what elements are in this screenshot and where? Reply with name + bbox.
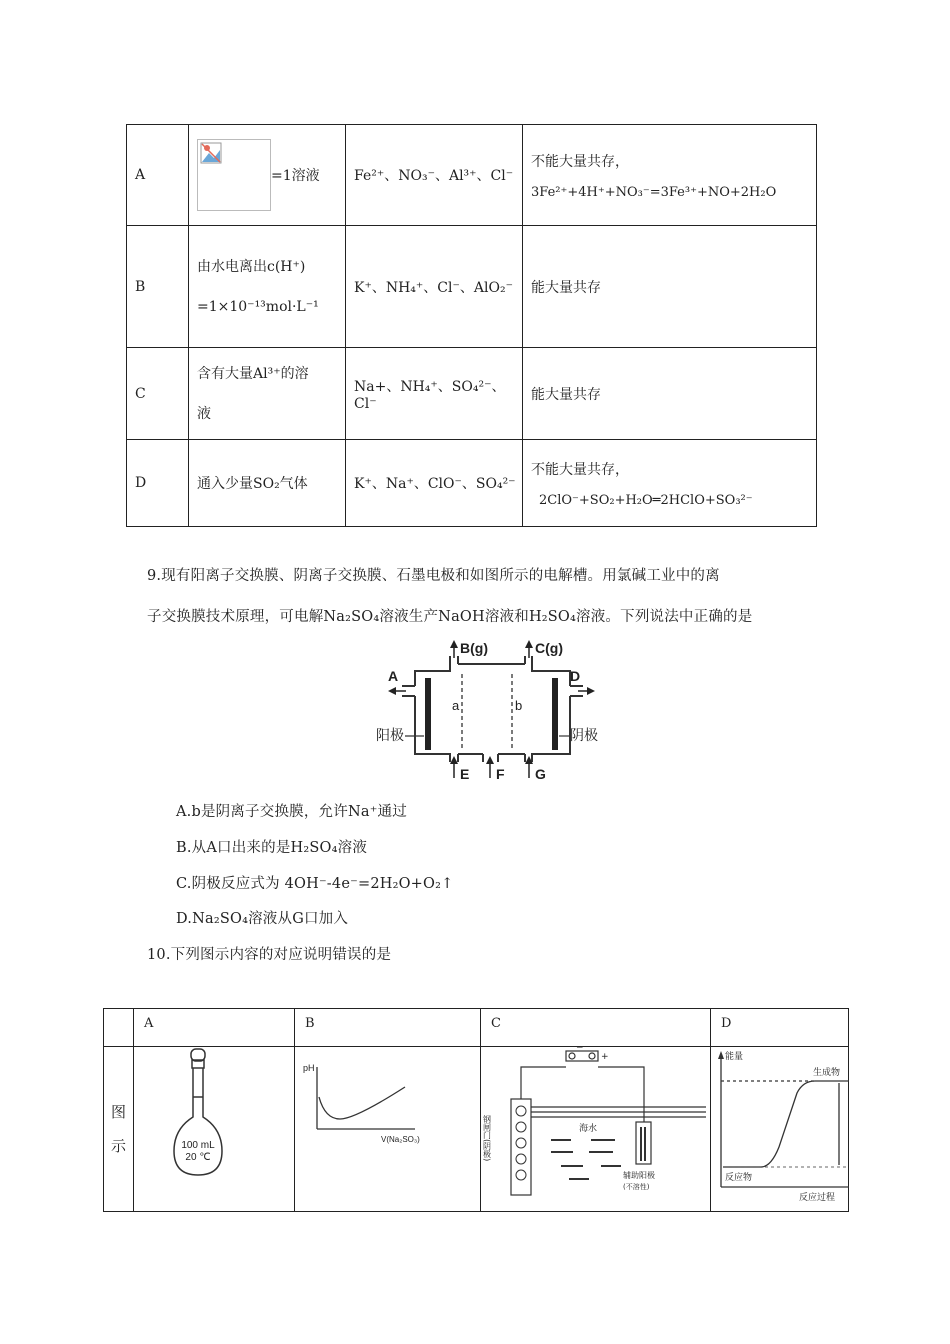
cathodic-protection-cell bbox=[481, 1043, 711, 1212]
diagram-label-G: G bbox=[535, 766, 546, 782]
conclusion-cell: 能大量共存 bbox=[523, 348, 817, 440]
seawater-label: 海水 bbox=[579, 1124, 598, 1134]
header-empty bbox=[104, 1009, 134, 1047]
equation-text: 2ClO⁻+SO₂+H₂O═2HClO+SO₃²⁻ bbox=[539, 492, 753, 508]
ions-cell: Fe²⁺、NO₃⁻、Al³⁺、Cl⁻ bbox=[346, 125, 523, 226]
condition-text: 液 bbox=[197, 405, 211, 422]
volume-axis-label: V(Na₂SO₃) bbox=[381, 1135, 420, 1144]
figure-row bbox=[104, 1047, 849, 1212]
option-D: D.Na₂SO₄溶液从G口加入 bbox=[176, 911, 349, 927]
header-A: A bbox=[134, 1009, 295, 1047]
row-label: D bbox=[127, 440, 189, 527]
reactant-label: 反应物 bbox=[725, 1173, 753, 1183]
row-label: A bbox=[127, 125, 189, 226]
diagram-label-F: F bbox=[496, 766, 505, 782]
conclusion-text: 不能大量共存， bbox=[531, 153, 629, 170]
aux-anode-label: 辅助阳极 bbox=[623, 1171, 655, 1180]
question-9-line1: 9.现有阳离子交换膜、阴离子交换膜、石墨电极和如图所示的电解槽。用氯碱工业中的离 bbox=[147, 568, 720, 584]
ions-cell: K⁺、Na⁺、ClO⁻、SO₄²⁻ bbox=[346, 440, 523, 527]
diagram-label-cathode: 阴极 bbox=[570, 728, 598, 744]
ph-graph-cell bbox=[295, 1047, 481, 1212]
broken-image-icon bbox=[197, 139, 271, 211]
aux-anode-sublabel: (不溶性) bbox=[623, 1183, 650, 1191]
header-row bbox=[104, 1009, 849, 1047]
conclusion-cell bbox=[523, 125, 817, 226]
option-A: A.b是阴离子交换膜，允许Na⁺通过 bbox=[176, 804, 407, 820]
conclusion-cell: 能大量共存 bbox=[523, 226, 817, 348]
condition-text: =1溶液 bbox=[271, 168, 320, 184]
ion-coexistence-table bbox=[126, 124, 817, 527]
diagram-label-a: a bbox=[452, 698, 460, 713]
conclusion-text: 不能大量共存， bbox=[531, 461, 629, 478]
row-label: C bbox=[127, 348, 189, 440]
option-C: C.阴极反应式为 4OH⁻-4e⁻=2H₂O+O₂↑ bbox=[176, 876, 454, 892]
flask-temp-label: 20 ℃ bbox=[185, 1152, 211, 1163]
condition-text: =1×10⁻¹³mol·L⁻¹ bbox=[197, 298, 319, 315]
question-9-line2: 子交换膜技术原理，可电解Na₂SO₄溶液生产NaOH溶液和H₂SO₄溶液。下列说法中正确的是 bbox=[147, 609, 753, 625]
condition-cell bbox=[189, 125, 346, 226]
option-B: B.从A口出来的是H₂SO₄溶液 bbox=[176, 840, 368, 856]
energy-axis-label: 能量 bbox=[725, 1052, 744, 1062]
row-label: B bbox=[127, 226, 189, 348]
steel-gate-label: 钢闸门(阴极) bbox=[482, 1115, 492, 1162]
table-row bbox=[127, 125, 817, 226]
minus-sign: − bbox=[576, 1043, 584, 1053]
diagram-label-b: b bbox=[515, 698, 523, 713]
flask-volume-label: 100 mL bbox=[181, 1140, 215, 1151]
plus-sign: + bbox=[601, 1052, 609, 1062]
flask-cell bbox=[134, 1047, 295, 1212]
diagram-label-A: A bbox=[388, 668, 399, 684]
volumetric-flask-image bbox=[134, 1047, 295, 1207]
ph-graph bbox=[295, 1047, 481, 1207]
ions-cell: Na+、NH₄⁺、SO₄²⁻、Cl⁻ bbox=[346, 348, 523, 440]
diagram-label-anode: 阳极 bbox=[376, 728, 404, 744]
header-B: B bbox=[295, 1009, 481, 1047]
table-row bbox=[127, 226, 817, 348]
energy-diagram-cell bbox=[711, 1047, 849, 1212]
condition-cell bbox=[189, 348, 346, 440]
diagram-label-D: D bbox=[570, 668, 581, 684]
condition-text: 由水电离出c(H⁺) bbox=[197, 258, 306, 275]
reaction-process-label: 反应过程 bbox=[799, 1193, 836, 1203]
header-C: C bbox=[481, 1009, 711, 1047]
row-label-cell bbox=[104, 1047, 134, 1212]
condition-cell bbox=[189, 226, 346, 348]
figure-table bbox=[103, 1008, 849, 1212]
diagram-label-B: B(g) bbox=[460, 640, 488, 656]
ph-axis-label: pH bbox=[303, 1063, 315, 1073]
conclusion-cell bbox=[523, 440, 817, 527]
cathodic-protection-diagram bbox=[481, 1043, 711, 1207]
diagram-label-C: C(g) bbox=[535, 640, 563, 656]
ions-cell: K⁺、NH₄⁺、Cl⁻、AlO₂⁻ bbox=[346, 226, 523, 348]
electrolytic-cell-diagram bbox=[376, 636, 605, 782]
equation-text: 3Fe²⁺+4H⁺+NO₃⁻=3Fe³⁺+NO+2H₂O bbox=[531, 184, 777, 200]
condition-cell: 通入少量SO₂气体 bbox=[189, 440, 346, 527]
product-label: 生成物 bbox=[813, 1068, 841, 1078]
row-label: 图示 bbox=[110, 1103, 126, 1155]
table-row bbox=[127, 348, 817, 440]
condition-text: 含有大量Al³⁺的溶 bbox=[197, 365, 309, 382]
question-10-title: 10.下列图示内容的对应说明错误的是 bbox=[147, 947, 392, 963]
energy-diagram bbox=[711, 1047, 849, 1207]
table-row bbox=[127, 440, 817, 527]
diagram-label-E: E bbox=[460, 766, 470, 782]
header-D: D bbox=[711, 1009, 849, 1047]
